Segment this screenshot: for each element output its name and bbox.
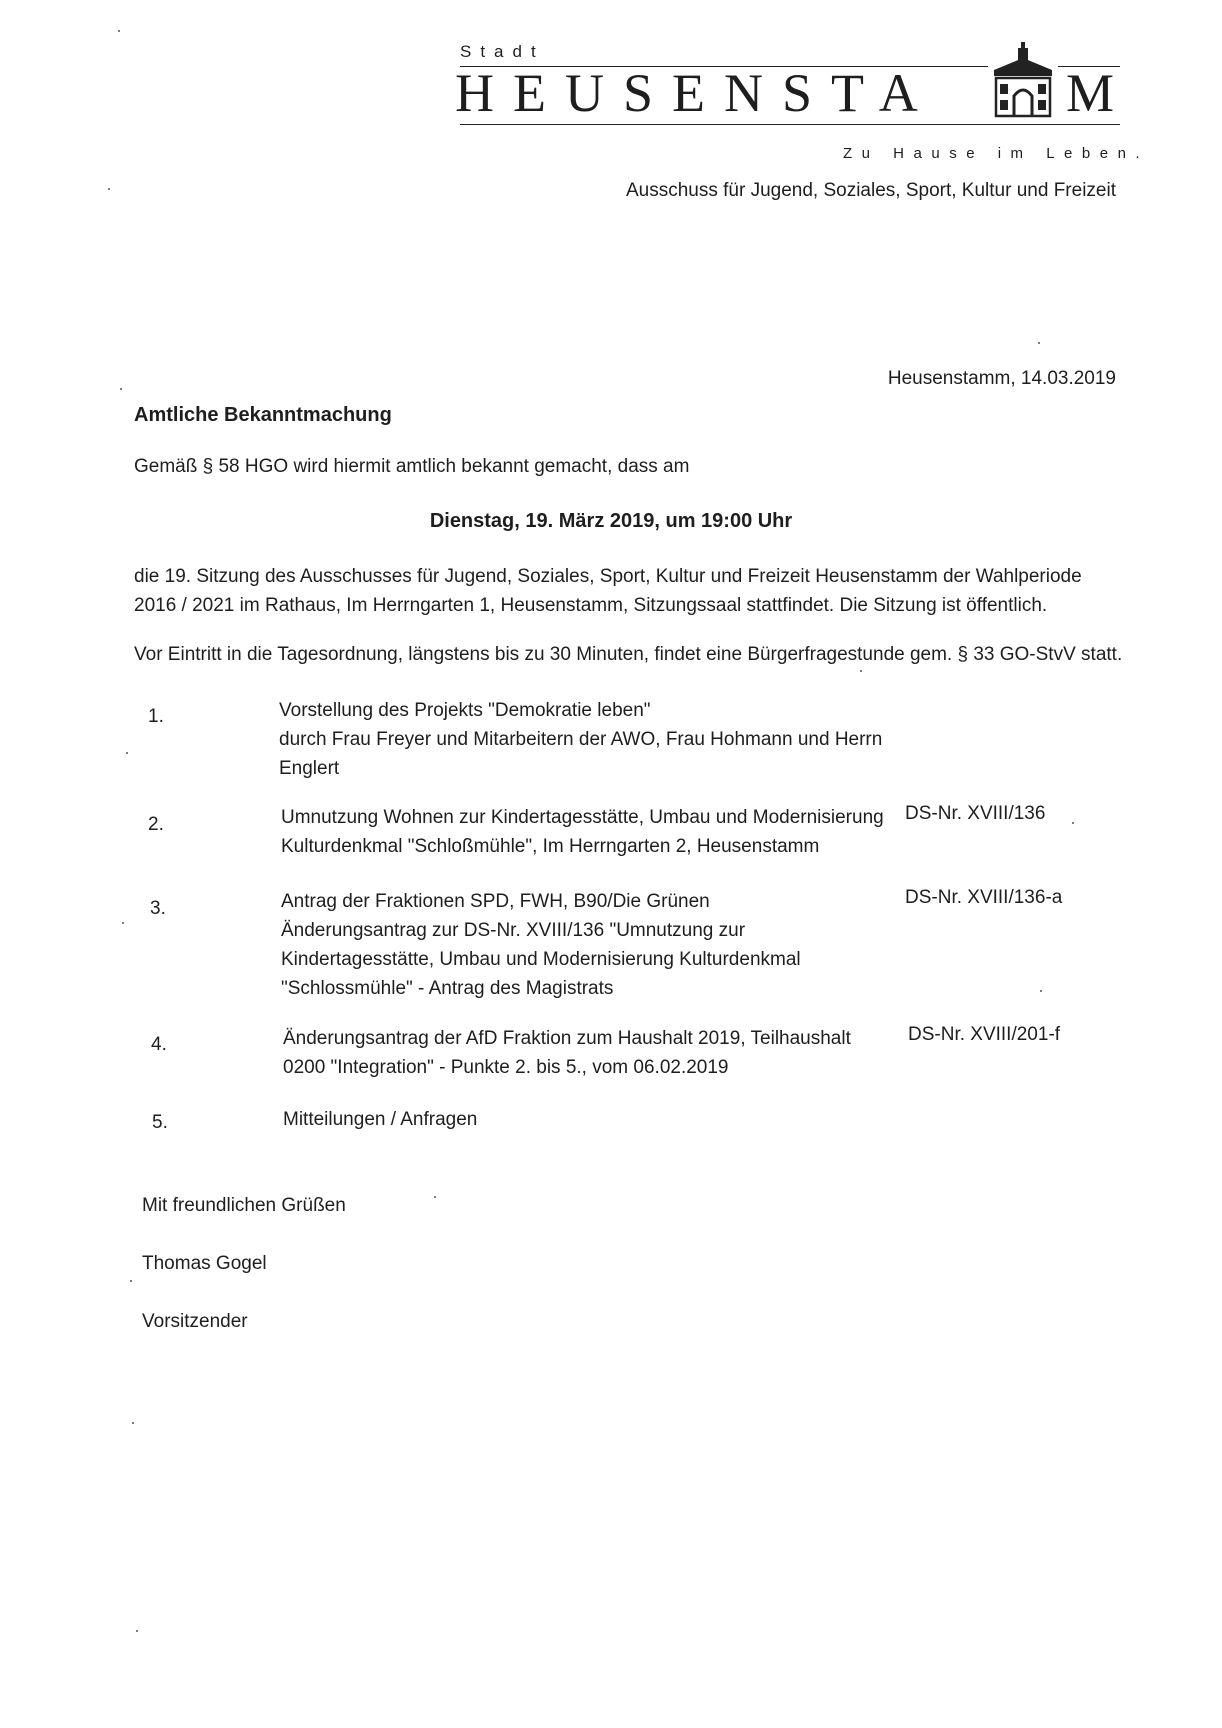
agenda-item-text: Mitteilungen / Anfragen: [283, 1109, 478, 1130]
agenda-item-number: 5.: [152, 1112, 168, 1133]
letterhead-city-name-end: M: [1066, 63, 1115, 123]
letterhead-rule-bottom: [460, 124, 1120, 125]
agenda-item-number: 1.: [148, 706, 164, 727]
date-line: Heusenstamm, 14.03.2019: [887, 368, 1116, 389]
document-heading: Amtliche Bekanntmachung: [134, 404, 392, 426]
letterhead-tagline: Zu Hause im Leben.: [843, 145, 1150, 162]
scan-speck: [434, 1196, 436, 1198]
scan-speck: [118, 30, 120, 32]
intro-text: Gemäß § 58 HGO wird hiermit amtlich bekannt gemacht, dass am: [134, 456, 690, 477]
scan-speck: [1040, 990, 1042, 992]
agenda-item-reference: DS-Nr. XVIII/136-a: [905, 887, 1063, 908]
scan-speck: [130, 1280, 132, 1282]
body-paragraph: die 19. Sitzung des Ausschusses für Jugend, Soziales, Sport, Kultur und Freizeit Heusenstamm der Wahlperiode 2016 / 2021 im Rathaus, Im Herrngarten 1, Heusenstamm, Sitzungssaal stattfindet. Die Sitzung ist öffentlich.: [134, 566, 1082, 616]
agenda-item-reference: DS-Nr. XVIII/136: [905, 803, 1046, 824]
committee-name: Ausschuss für Jugend, Soziales, Sport, Kultur und Freizeit: [625, 180, 1116, 201]
agenda-item-number: 4.: [151, 1034, 167, 1055]
scan-speck: [136, 1630, 138, 1632]
agenda-item-number: 3.: [150, 898, 166, 919]
letterhead-city-name: HEUSENSTA: [455, 63, 937, 123]
signatory-role: Vorsitzender: [142, 1311, 248, 1332]
agenda-item-text: Vorstellung des Projekts "Demokratie leben" durch Frau Freyer und Mitarbeitern der AWO, Frau Hohmann und Herrn Englert: [279, 700, 883, 779]
scan-speck: [108, 188, 110, 190]
agenda-item-text: Umnutzung Wohnen zur Kindertagesstätte, Umbau und Modernisierung Kulturdenkmal "Schloßmühle", Im Herrngarten 2, Heusenstamm: [281, 807, 884, 857]
meeting-date: Dienstag, 19. März 2019, um 19:00 Uhr: [429, 510, 793, 532]
scan-speck: [122, 922, 124, 924]
scan-speck: [120, 388, 122, 390]
scan-speck: [860, 670, 862, 672]
closing-greeting: Mit freundlichen Grüßen: [142, 1195, 346, 1216]
citizen-question-notice: Vor Eintritt in die Tagesordnung, längstens bis zu 30 Minuten, findet eine Bürgerfragestunde gem. § 33 GO-StvV statt.: [134, 644, 1123, 665]
letterhead-stadt: Stadt: [460, 42, 545, 61]
agenda-item-text: Antrag der Fraktionen SPD, FWH, B90/Die Grünen Änderungsantrag zur DS-Nr. XVIII/136 "Umnutzung zur Kindertagesstätte, Umbau und Modernisierung Kulturdenkmal "Schlossmühle" - Antrag des Magistrats: [281, 891, 801, 999]
scan-speck: [1038, 342, 1040, 344]
scan-speck: [126, 752, 128, 754]
scan-speck: [1072, 822, 1074, 824]
agenda-item-text: Änderungsantrag der AfD Fraktion zum Haushalt 2019, Teilhaushalt 0200 "Integration" - Punkte 2. bis 5., vom 06.02.2019: [283, 1028, 851, 1078]
signatory-name: Thomas Gogel: [142, 1253, 267, 1274]
agenda-item-reference: DS-Nr. XVIII/201-f: [908, 1024, 1061, 1045]
agenda-item-number: 2.: [148, 814, 164, 835]
castle-logo-icon: [988, 40, 1058, 120]
scan-speck: [132, 1422, 134, 1424]
closing-block: [142, 1162, 346, 1365]
